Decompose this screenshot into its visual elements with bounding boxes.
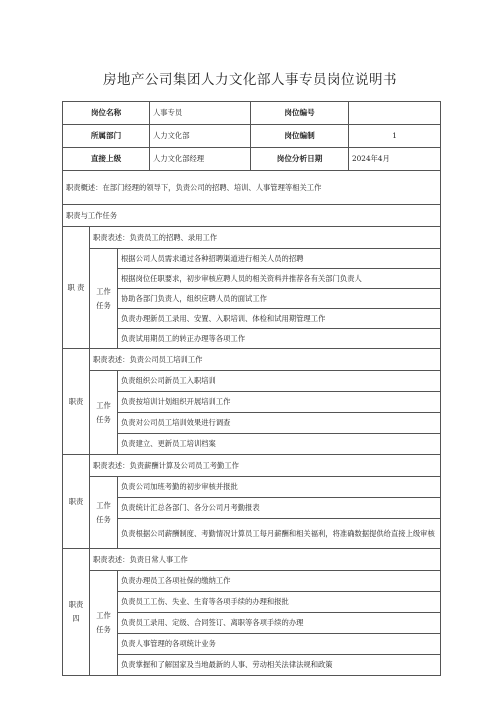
- overview-row: [63, 171, 441, 205]
- duty-3-label: 职责: [63, 455, 90, 549]
- duty-2-task-row: [63, 392, 441, 413]
- duty-1-task-row: [63, 249, 441, 269]
- duty-3-summary: 职责表述：负责薪酬计算及公司员工考勤工作: [90, 455, 441, 477]
- duty-4-task: 负责人事管理的各项统计业务: [118, 634, 441, 655]
- header-row-2: [63, 125, 441, 148]
- value-position-code: [349, 102, 441, 125]
- duty-4-task-row: [63, 592, 441, 613]
- duty-3-summary-row: [63, 455, 441, 477]
- duty-2-label: 职责: [63, 349, 90, 455]
- duty-4-summary: 职责表述：负责日常人事工作: [90, 549, 441, 571]
- duty-3-task: 负责根据公司薪酬制度、考勤情况计算员工每月薪酬和相关福利，将准确数据提供给直接上级审核: [118, 519, 441, 549]
- value-position-name: 人事专员: [150, 102, 251, 125]
- duty-2-task-row: [63, 371, 441, 392]
- label-position-code: 岗位编号: [251, 102, 349, 125]
- duty-4-task-row: [63, 634, 441, 655]
- duty-2-task-row: [63, 413, 441, 434]
- label-position-name: 岗位名称: [63, 102, 150, 125]
- duty-3-task: 负责公司加班考勤的初步审核并报批: [118, 477, 441, 498]
- duty-2-task: 负责建立、更新员工培训档案: [118, 434, 441, 455]
- duty-2-task: 负责按培训计划组织开展培训工作: [118, 392, 441, 413]
- duty-3-task-row: [63, 498, 441, 519]
- duty-2-summary: 职责表述：负责公司员工培训工作: [90, 349, 441, 371]
- label-headcount: 岗位编制: [251, 125, 349, 148]
- duty-4-task: 负责员工录用、定级、合同签订、离职等各项手续的办理: [118, 613, 441, 634]
- duty-1-task-row: [63, 289, 441, 309]
- value-supervisor: 人力文化部经理: [150, 148, 251, 171]
- duty-4-label: 职责四: [63, 549, 90, 676]
- duty-1-summary: 职责表述：负责员工的招聘、录用工作: [90, 227, 441, 249]
- job-description-table: [62, 101, 441, 676]
- duty-1-summary-row: [63, 227, 441, 249]
- duty-4-task: 负责员工工伤、失业、生育等各项手续的办理和报批: [118, 592, 441, 613]
- duty-4-task-row: [63, 571, 441, 592]
- duty-1-task-row: [63, 269, 441, 289]
- duty-2-task: 负责对公司员工培训效果进行调查: [118, 413, 441, 434]
- duties-title-row: [63, 205, 441, 227]
- page-title: 房地产公司集团人力文化部人事专员岗位说明书: [103, 72, 397, 88]
- duty-4-summary-row: [63, 549, 441, 571]
- duty-4-task: 负责掌握和了解国家及当地最新的人事、劳动相关法律法规和政策: [118, 655, 441, 676]
- duty-4-task-row: [63, 655, 441, 676]
- duty-4-task-row: [63, 613, 441, 634]
- duty-1-task: 根据岗位任职要求，初步审核应聘人员的相关资料并推荐各有关部门负责人: [118, 269, 441, 289]
- duty-3-task-row: [63, 519, 441, 549]
- value-analysis-date: 2024年4月: [349, 148, 441, 171]
- duties-title: 职责与工作任务: [63, 205, 441, 227]
- duty-4-task-label: 工作 任务: [90, 571, 118, 676]
- value-headcount: 1: [349, 125, 441, 148]
- duty-1-task: 负责办理新员工录用、安置、入职培训、体检和试用期管理工作: [118, 309, 441, 329]
- label-supervisor: 直接上级: [63, 148, 150, 171]
- duty-2-task-row: [63, 434, 441, 455]
- duty-3-task: 负责统计汇总各部门、各分公司月考勤报表: [118, 498, 441, 519]
- duty-4-task: 负责办理员工各项社保的缴纳工作: [118, 571, 441, 592]
- label-department: 所属部门: [63, 125, 150, 148]
- duty-1-label: 职 责: [63, 227, 90, 349]
- label-analysis-date: 岗位分析日期: [251, 148, 349, 171]
- duty-1-task: 根据公司人员需求通过各种招聘渠道进行相关人员的招聘: [118, 249, 441, 269]
- duty-1-task: 协助各部门负责人，组织应聘人员的面试工作: [118, 289, 441, 309]
- duty-3-task-label: 工作 任务: [90, 477, 118, 549]
- duty-2-summary-row: [63, 349, 441, 371]
- duty-2-task-label: 工作 任务: [90, 371, 118, 455]
- duty-2-task: 负责组织公司新员工入职培训: [118, 371, 441, 392]
- duty-3-task-row: [63, 477, 441, 498]
- duty-1-task-row: [63, 329, 441, 349]
- duty-1-task: 负责试用期员工的转正办理等各项工作: [118, 329, 441, 349]
- overview-text: 职责概述：在部门经理的领导下，负责公司的招聘、培训、人事管理等相关工作: [63, 171, 441, 205]
- header-row-3: [63, 148, 441, 171]
- duty-1-task-label: 工作 任务: [90, 249, 118, 349]
- value-department: 人力文化部: [150, 125, 251, 148]
- header-row-1: [63, 102, 441, 125]
- duty-1-task-row: [63, 309, 441, 329]
